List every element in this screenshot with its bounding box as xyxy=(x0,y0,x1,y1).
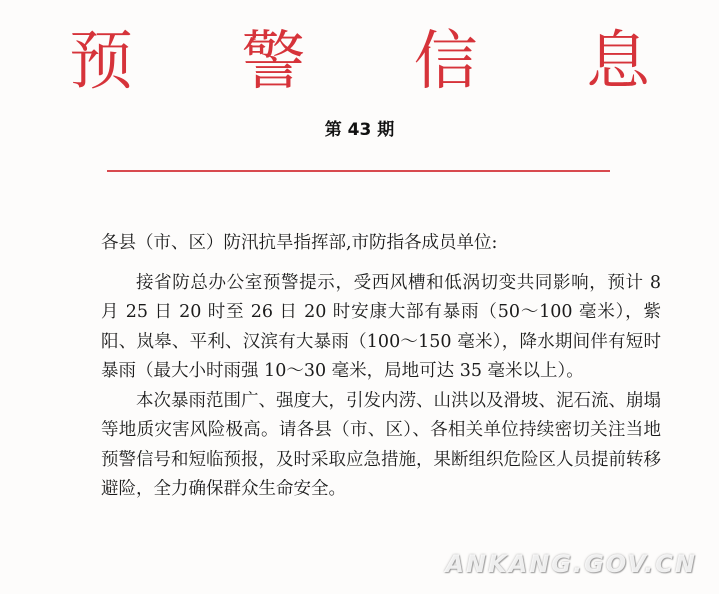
issue-number: 第 43 期 xyxy=(324,120,395,140)
addressee-line: 各县（市、区）防汛抗旱指挥部,市防指各成员单位: xyxy=(101,233,498,253)
site-watermark: ANKANG.GOV.CN xyxy=(445,550,697,578)
paragraph-1: 接省防总办公室预警提示，受西风槽和低涡切变共同影响，预计 8 月 25 日 20 时至 26 日 20 时安康大部有暴雨（50～100 毫米），紫阳、岚皋、平利、汉滨有大暴雨（100～150 毫米），降水期间伴有短时暴雨（最大小时雨强 10～30 毫米，局地可达 35 毫米以上）。 xyxy=(101,272,661,381)
document-body xyxy=(101,229,661,505)
paragraph-2: 本次暴雨范围广、强度大，引发内涝、山洪以及滑坡、泥石流、崩塌等地质灾害风险极高。请各县（市、区）、各相关单位持续密切关注当地预警信号和短临预报，及时采取应急措施，果断组织危险区人员提前转移避险，全力确保群众生命安全。 xyxy=(101,390,661,499)
red-divider-line xyxy=(107,170,610,172)
document-title: 预 警 信 息 xyxy=(68,25,695,99)
